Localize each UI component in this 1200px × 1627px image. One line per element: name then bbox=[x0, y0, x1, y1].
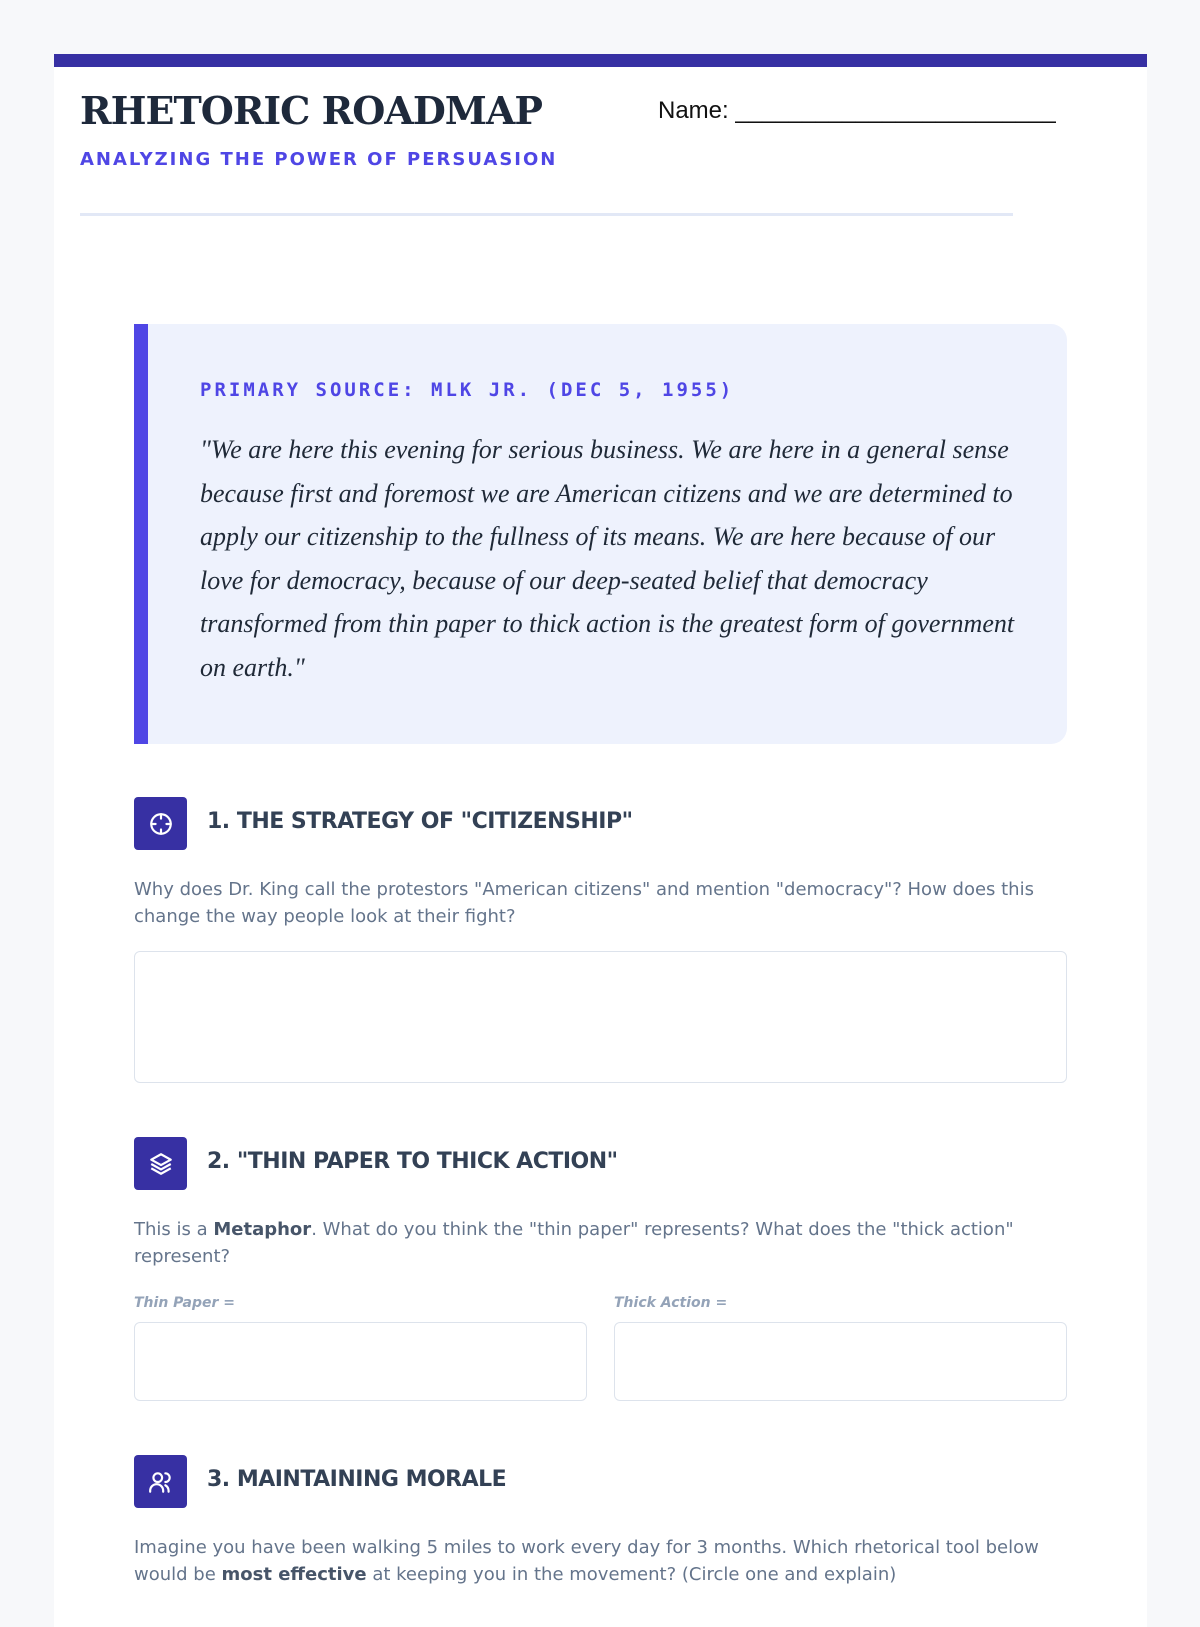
primary-source-quote: "We are here this evening for serious business. We are here in a general sense because first and foremost we are American citizens and we are determined to apply our citizenship to the fullness of its means. We are here because of our love for democracy, because of our deep-seated belief that democracy transformed from thin paper to thick action is the greatest form of government on earth." bbox=[200, 435, 1015, 682]
page-title: RHETORIC ROADMAP bbox=[80, 88, 542, 133]
primary-source-box bbox=[134, 324, 1067, 744]
section-1-answer-box[interactable] bbox=[134, 951, 1067, 1083]
name-field[interactable]: Name: ________________________ bbox=[658, 97, 1056, 124]
section-3-prompt-bold: most effective bbox=[221, 1564, 367, 1585]
section-2-prompt-start: This is a bbox=[134, 1219, 214, 1240]
section-2-prompt bbox=[134, 1216, 1067, 1270]
section-3-prompt-end: at keeping you in the movement? (Circle one and explain) bbox=[366, 1564, 897, 1585]
section-2-prompt-bold: Metaphor bbox=[213, 1219, 312, 1240]
section-3-prompt bbox=[134, 1534, 1067, 1588]
thin-paper-answer-box[interactable] bbox=[134, 1322, 587, 1401]
section-1-title: 1. THE STRATEGY OF "CITIZENSHIP" bbox=[207, 809, 633, 834]
users-icon bbox=[134, 1455, 187, 1508]
section-2-prompt-end: . What do you think the "thin paper" represents? What does the "thick action" represent? bbox=[134, 1219, 1014, 1267]
crosshair-icon bbox=[134, 797, 187, 850]
layers-icon bbox=[134, 1137, 187, 1190]
section-3-prompt-start: Imagine you have been walking 5 miles to work every day for 3 months. Which rhetorical tool below would be bbox=[134, 1537, 1039, 1585]
thick-action-answer-box[interactable] bbox=[614, 1322, 1067, 1401]
thin-paper-label: Thin Paper = bbox=[134, 1295, 235, 1311]
section-2-title: 2. "THIN PAPER TO THICK ACTION" bbox=[207, 1149, 618, 1174]
section-1-prompt: Why does Dr. King call the protestors "American citizens" and mention "democracy"? How does this change the way people look at their fight? bbox=[134, 879, 1034, 927]
page-subtitle: ANALYZING THE POWER OF PERSUASION bbox=[80, 149, 558, 170]
section-3-title: 3. MAINTAINING MORALE bbox=[207, 1467, 507, 1492]
thick-action-label: Thick Action = bbox=[614, 1295, 728, 1311]
header-divider bbox=[80, 213, 1013, 216]
primary-source-label: PRIMARY SOURCE: MLK JR. (DEC 5, 1955) bbox=[200, 379, 735, 401]
